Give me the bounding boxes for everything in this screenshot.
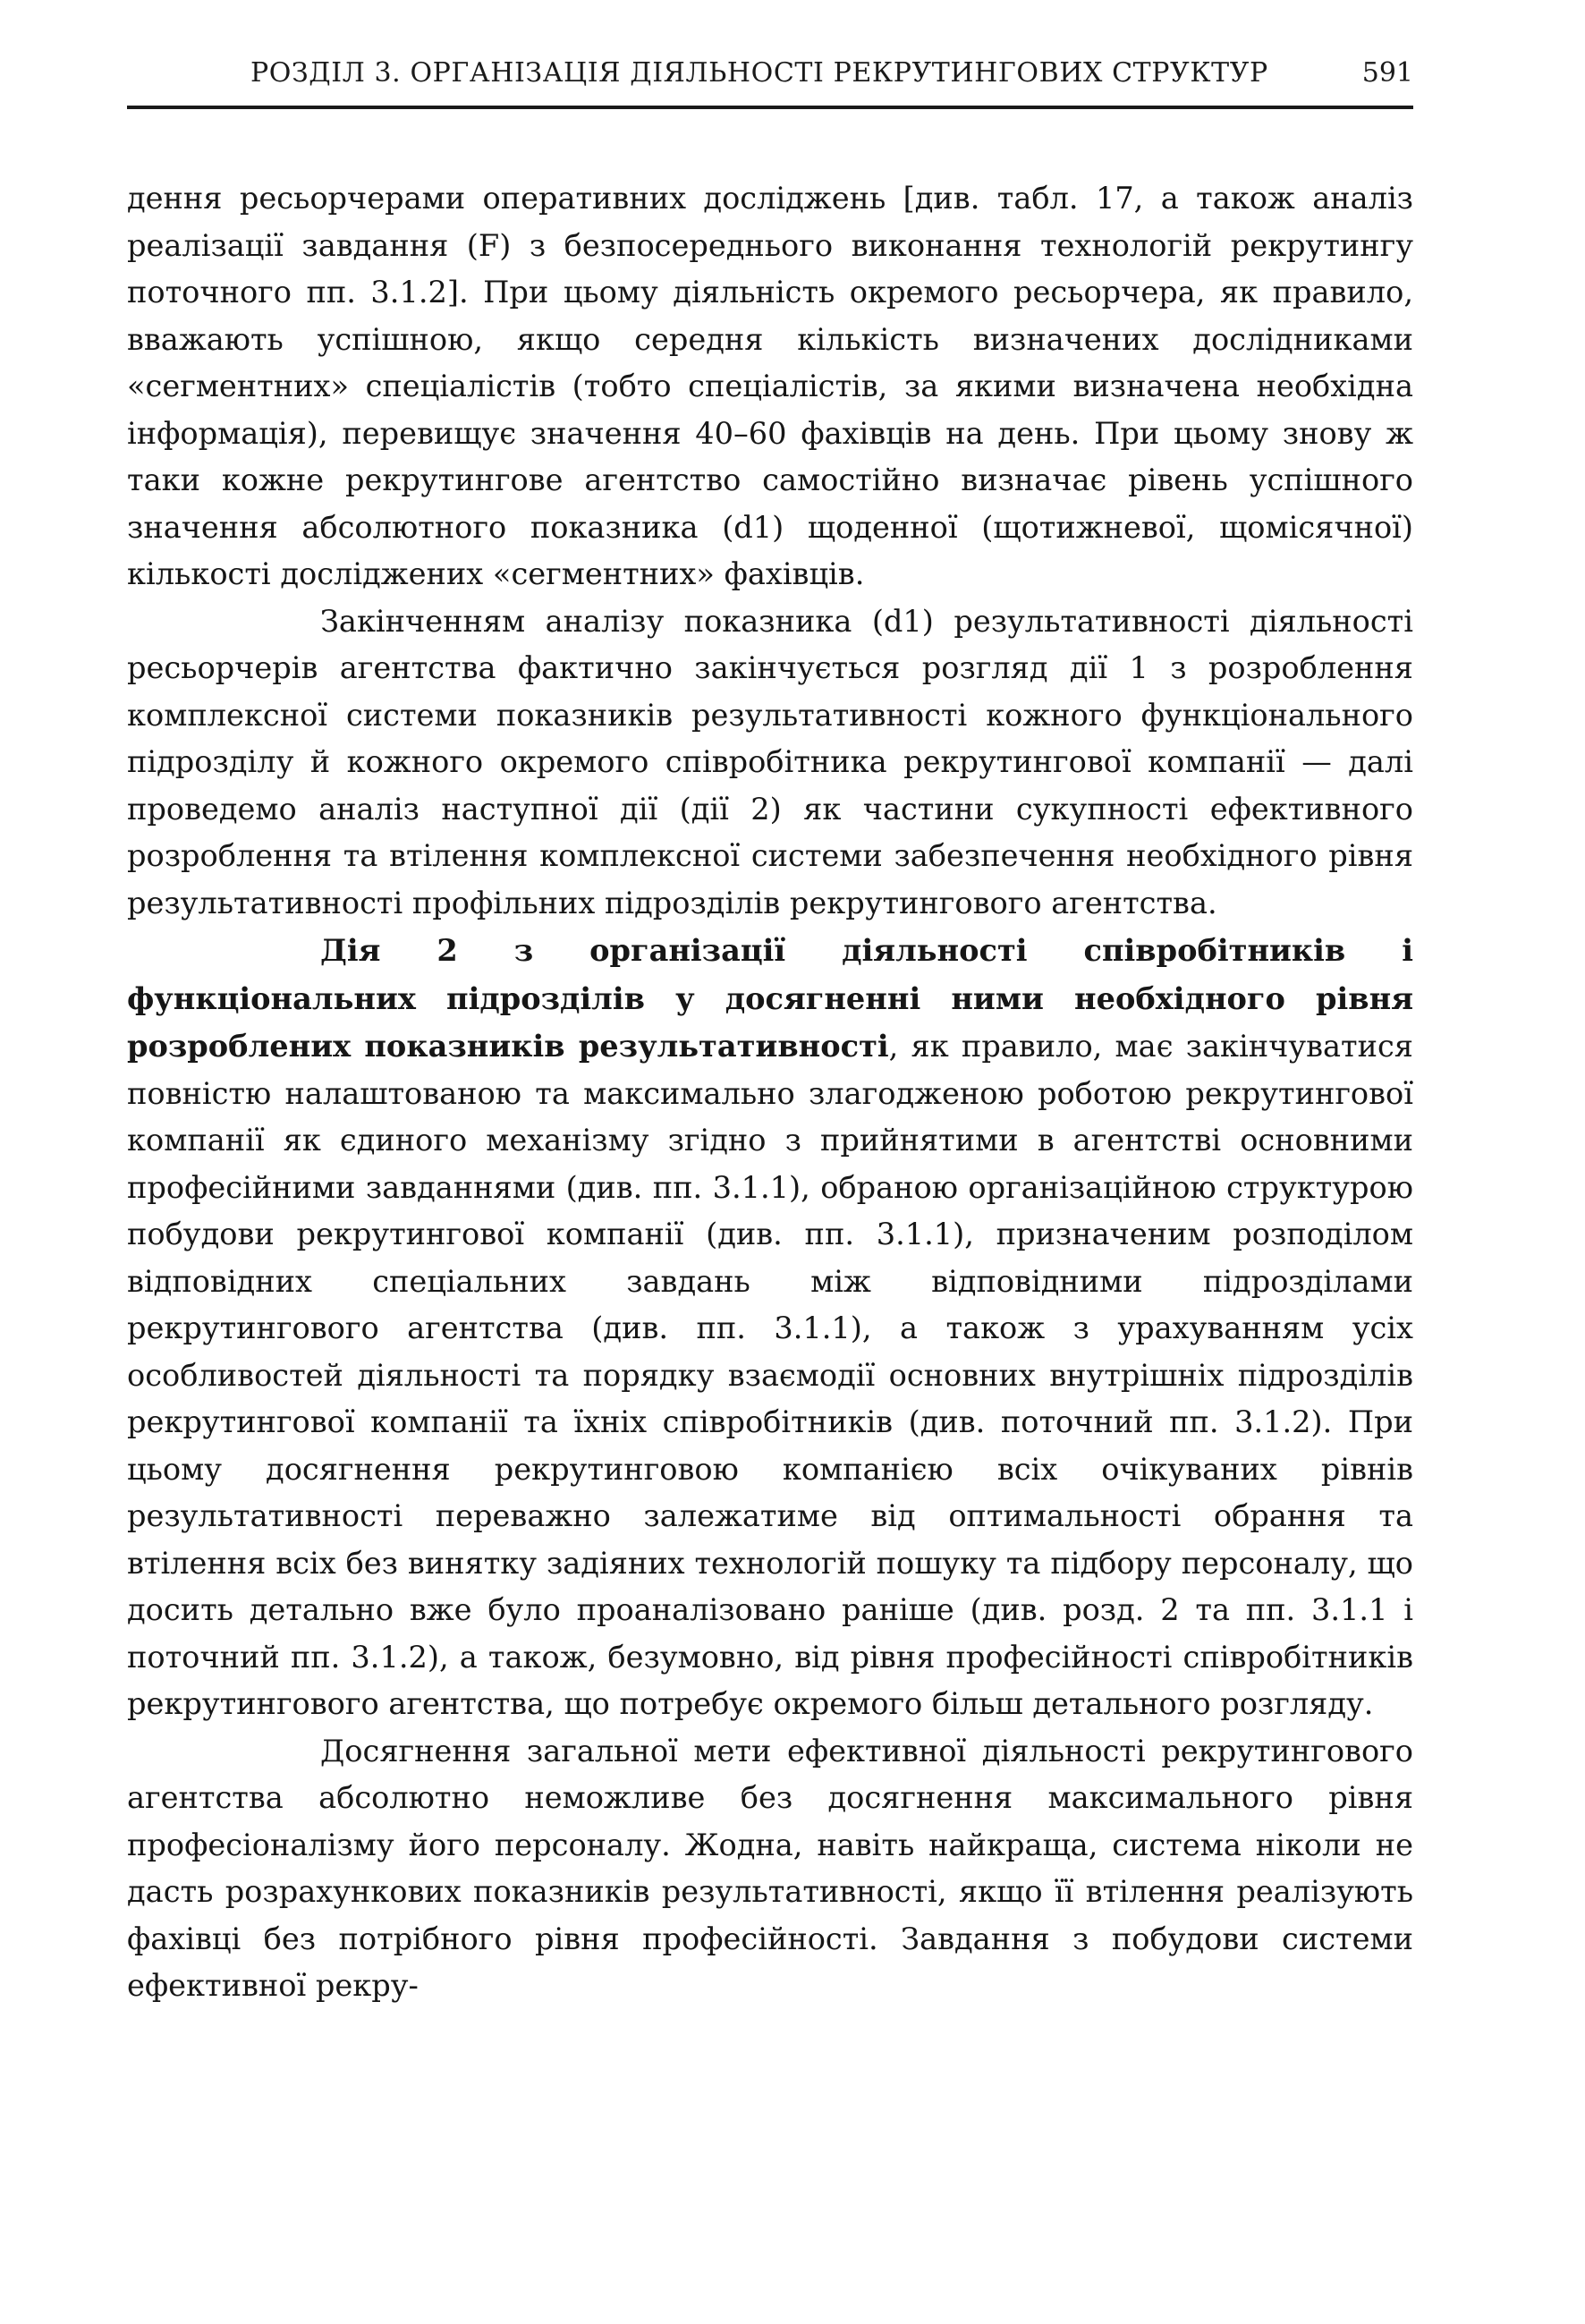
- paragraph: Досягнення загальної мети ефективної діяльності рекрутингового агентства абсолютно неможливе без досягнення максимального рівня професіоналізму його персоналу. Жодна, навіть найкраща, система ніколи не дасть розрахункових показників результативності, якщо її втілення реалізують фахівці без потрібного рівня професійності. Завдання з побудови системи ефективної рекру-: [127, 1733, 1413, 2003]
- chapter-title: РОЗДІЛ 3. ОРГАНІЗАЦІЯ ДІЯЛЬНОСТІ РЕКРУТИНГОВИХ СТРУКТУР: [250, 57, 1268, 89]
- paragraph-text: , як правило, має закінчуватися повністю налаштованою та максимально злагодженою роботою рекрутингової компанії як єдиного механізму згідно з прийнятими в агентстві основними професійними завданнями (див. пп. 3.1.1), обраною організаційною структурою побудови рекрутингової компанії (див. пп. 3.1.1), призначеним розподілом відповідних спеціальних завдань між відповідними підрозділами рекрутингового агентства (див. пп. 3.1.1), а також з урахуванням усіх особливостей діяльності та порядку взаємодії основних внутрішніх підрозділів рекрутингової компанії та їхніх співробітників (див. поточний пп. 3.1.2). При цьому досягнення рекрутинговою компанією всіх очікуваних рівнів результативності переважно залежатиме від оптимальності обрання та втілення всіх без винятку задіяних технологій пошуку та підбору персоналу, що досить детально вже було проаналізовано раніше (див. розд. 2 та пп. 3.1.1 і поточний пп. 3.1.2), а також, безумовно, від рівня професійності співробітників рекрутингового агентства, що потребує окремого більш детального розгляду.: [127, 1029, 1413, 1721]
- bold-lead-phrase: Дія 2 з організації діяльності співробітників і функціональних підрозділів у досягненні ними необхідного рівня розроблених показників результативності: [127, 932, 1413, 1064]
- body-text: [127, 175, 1413, 2010]
- paragraph-continuation: дення ресьорчерами оперативних досліджень [див. табл. 17, а також аналіз реалізації завдання (F) з безпосереднього виконання технологій рекрутингу поточного пп. 3.1.2]. При цьому діяльність окремого ресьорчера, як правило, вважають успішною, якщо середня кількість визначених дослідниками «сегментних» спеціалістів (тобто спеціалістів, за якими визначена необхідна інформація), перевищує значення 40–60 фахівців на день. При цьому знову ж таки кожне рекрутингове агентство самостійно визначає рівень успішного значення абсолютного показника (d1) щоденної (щотижневої, щомісячної) кількості досліджених «сегментних» фахівців.: [127, 181, 1413, 591]
- running-header: [127, 52, 1413, 109]
- paragraph: Закінченням аналізу показника (d1) результативності діяльності ресьорчерів агентства фактично закінчується розгляд дії 1 з розроблення комплексної системи показників результативності кожного функціонального підрозділу й кожного окремого співробітника рекрутингової компанії — далі проведемо аналіз наступної дії (дії 2) як частини сукупності ефективного розроблення та втілення комплексної системи забезпечення необхідного рівня результативності профільних підрозділів рекрутингового агентства.: [127, 603, 1413, 920]
- paragraph-action-2: [127, 927, 1413, 1728]
- page-number: 591: [1361, 57, 1413, 89]
